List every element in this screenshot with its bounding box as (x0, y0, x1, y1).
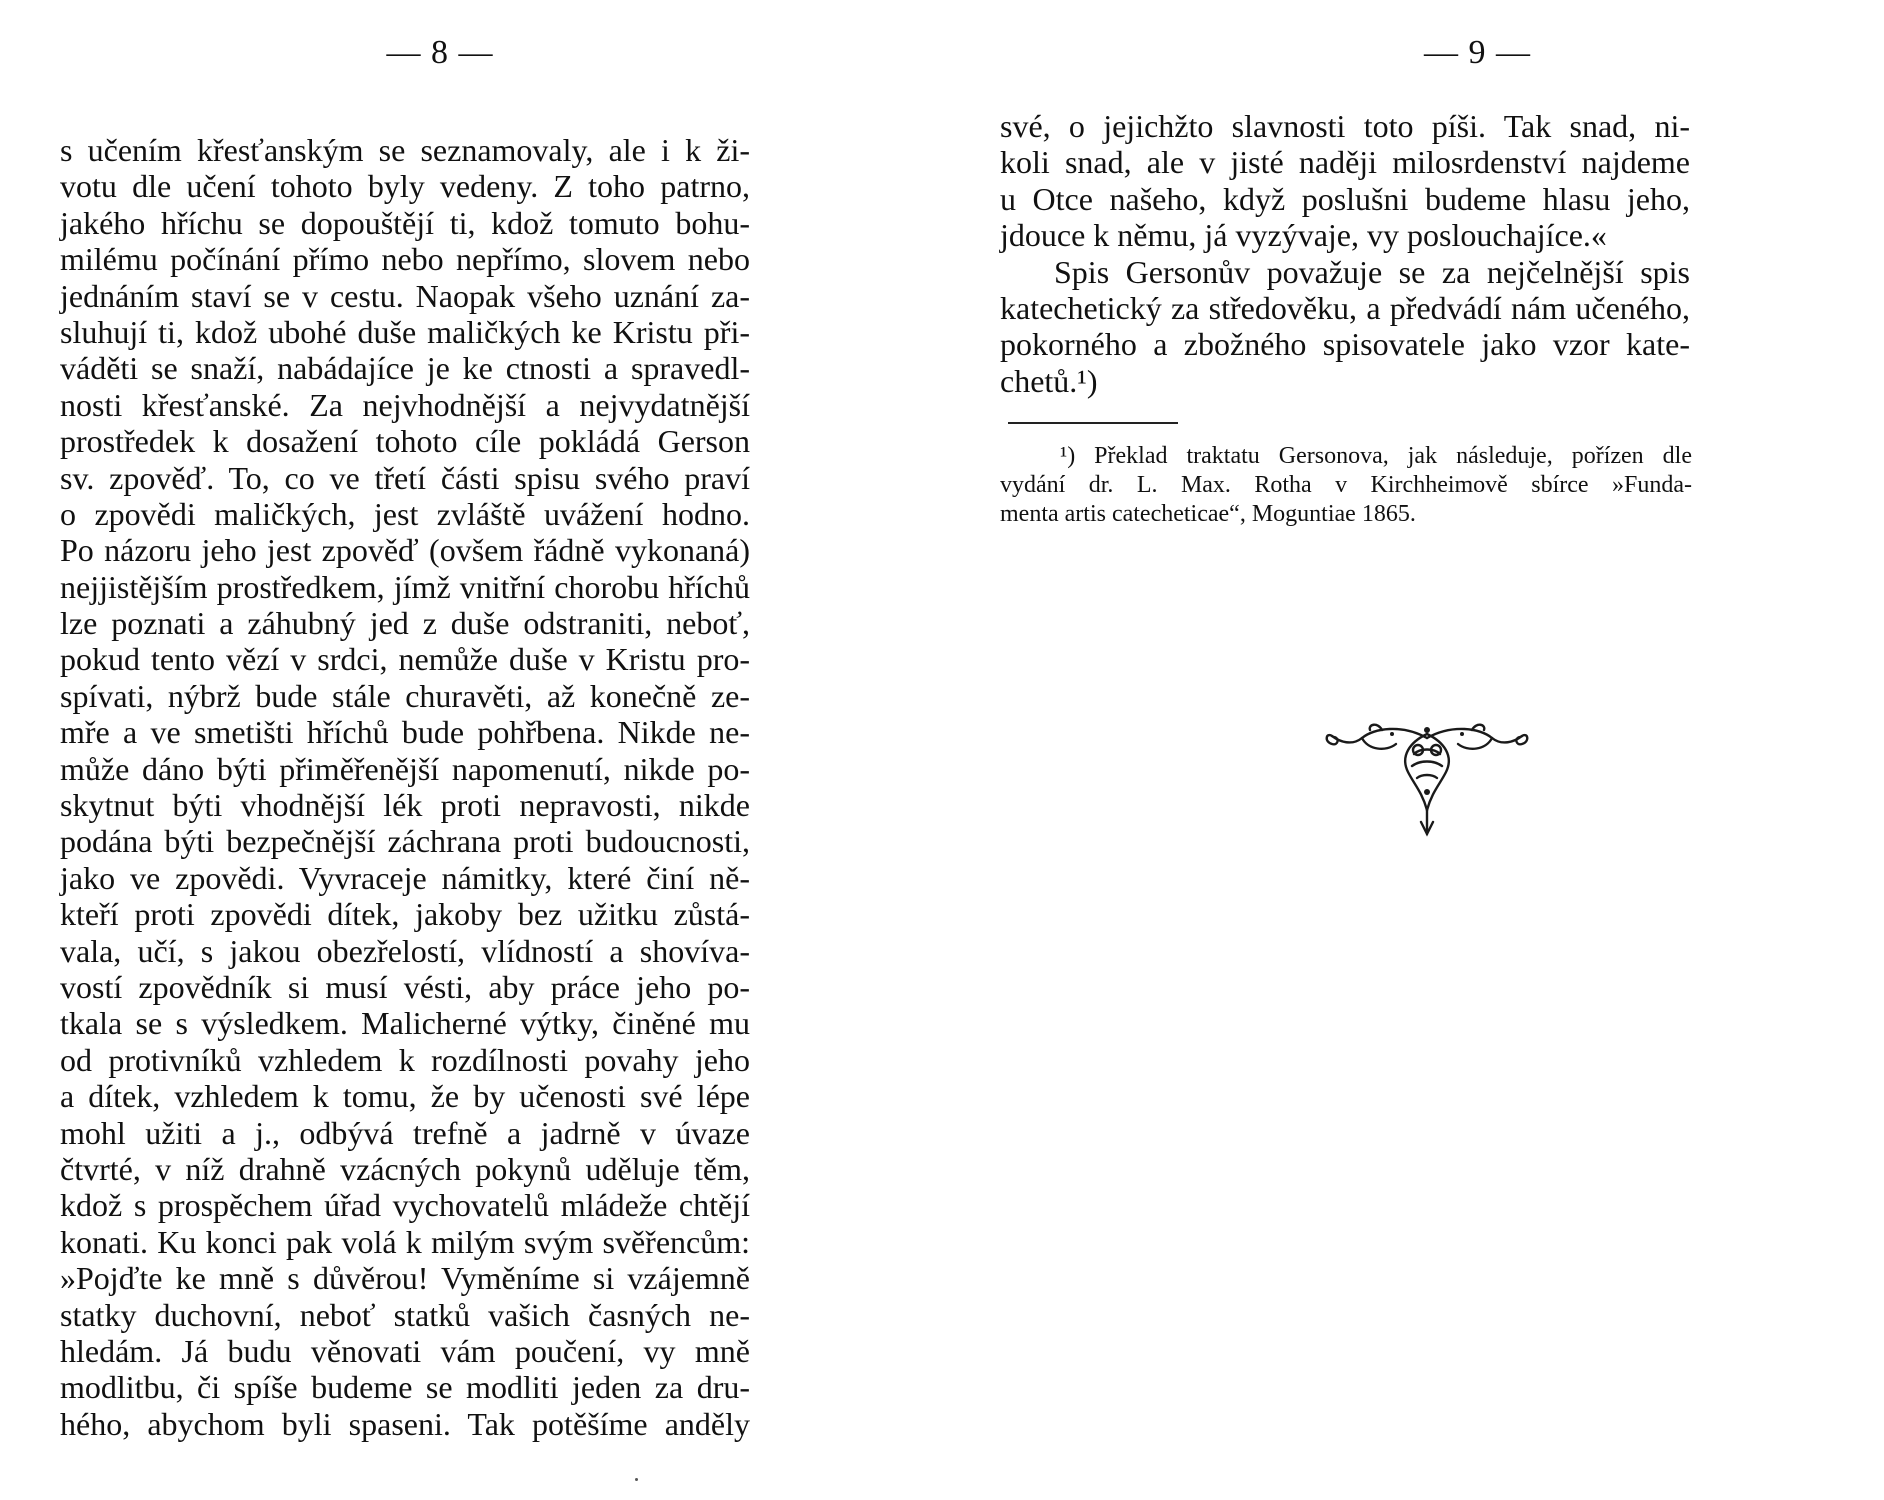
text-line: modlitbu, či spíše budeme se modliti jeden za dru- (60, 1369, 750, 1406)
text-line: může dáno býti přiměřenější napomenutí, nikde po- (60, 750, 750, 787)
text-line: Po názoru jeho jest zpověď (ovšem řádně vykonaná) (60, 532, 750, 569)
text-line: milému počínání přímo nebo nepřímo, slovem nebo (60, 241, 750, 278)
text-line: prostředek k dosažení tohoto cíle pokládá Gerson (60, 423, 750, 460)
text-line: Spis Gersonův považuje se za nejčelnější spis (1054, 253, 1690, 290)
text-line: podána býti bezpečnější záchrana proti budoucnosti, (60, 823, 750, 860)
print-speck (635, 1478, 638, 1481)
text-line: u Otce našeho, když poslušni budeme hlasu jeho, (1000, 180, 1690, 217)
text-line: statky duchovní, neboť statků vašich časných ne- (60, 1296, 750, 1333)
footnote-line: vydání dr. L. Max. Rotha v Kirchheimově sbírce »Funda- (1000, 472, 1692, 498)
text-line: čtvrté, v níž drahně vzácných pokynů uděluje těm, (60, 1150, 750, 1187)
left-page (60, 0, 920, 1500)
text-line: lze poznati a záhubný jed z duše odstraniti, neboť, (60, 605, 750, 642)
page-number-right: — 9 — (1424, 34, 1531, 71)
text-line: jakého hříchu se dopouštějí ti, kdož tomuto bohu- (60, 204, 750, 241)
left-page-body (60, 132, 750, 1442)
text-line: váděti se snaží, nabádajíce je ke ctnosti a spravedl- (60, 350, 750, 387)
text-line: kteří proti zpovědi dítek, jakoby bez užitku zůstá- (60, 896, 750, 933)
text-line: skytnut býti vhodnější lék proti nepravosti, nikde (60, 787, 750, 824)
text-line: pokud tento vězí v srdci, nemůže duše v Kristu pro- (60, 641, 750, 678)
text-line: jako ve zpovědi. Vyvraceje námitky, které činí ně- (60, 859, 750, 896)
text-line: pokorného a zbožného spisovatele jako vzor kate- (1000, 326, 1690, 363)
text-line: mře a ve smetišti hříchů bude pohřbena. Nikde ne- (60, 714, 750, 751)
text-line: chetů.¹) (1000, 362, 1098, 399)
text-line: spívati, nýbrž bude stále churavěti, až konečně ze- (60, 677, 750, 714)
text-line: koli snad, ale v jisté naději milosrdenství najdeme (1000, 144, 1690, 181)
text-line: od protivníků vzhledem k rozdílnosti povahy jeho (60, 1041, 750, 1078)
text-line: katechetický za středověku, a předvádí nám učeného, (1000, 289, 1690, 326)
footnote-line: ¹) Překlad traktatu Gersonova, jak následuje, pořízen dle (1060, 443, 1692, 469)
floral-ornament-icon (1322, 720, 1532, 840)
text-line: kdož s prospěchem úřad vychovatelů mládeže chtějí (60, 1187, 750, 1224)
text-line: vala, učí, s jakou obezřelostí, vlídností a shovíva- (60, 932, 750, 969)
text-line: nosti křesťanské. Za nejvhodnější a nejvydatnější (60, 386, 750, 423)
right-page-body (1000, 108, 1690, 399)
page-number-left: — 8 — (386, 34, 494, 71)
text-line: vostí zpovědník si musí vésti, aby práce jeho po- (60, 968, 750, 1005)
text-line: a dítek, vzhledem k tomu, že by učenosti své lépe (60, 1078, 750, 1115)
text-line: s učením křesťanským se seznamovaly, ale i k ži- (60, 132, 750, 168)
text-line: o zpovědi maličkých, jest zvláště uvážení hodno. (60, 495, 750, 532)
footnote-line: menta artis catecheticae“, Moguntiae 1865. (1000, 501, 1416, 527)
footnote (1000, 442, 1835, 529)
text-line: tkala se s výsledkem. Malicherné výtky, činěné mu (60, 1005, 750, 1042)
text-line: sluhují ti, kdož ubohé duše maličkých ke Kristu při- (60, 313, 750, 350)
footnote-rule (1008, 422, 1178, 424)
text-line: votu dle učení tohoto byly vedeny. Z toho patrno, (60, 168, 750, 205)
text-line: své, o jejichžto slavnosti toto píši. Tak snad, ni- (1000, 108, 1690, 144)
right-page (1000, 0, 1845, 1500)
text-line: konati. Ku konci pak volá k milým svým svěřencům: (60, 1223, 750, 1260)
text-line: sv. zpověď. To, co ve třetí části spisu svého praví (60, 459, 750, 496)
text-line: »Pojďte ke mně s důvěrou! Vyměníme si vzájemně (60, 1260, 750, 1297)
text-line: hledám. Já budu věnovati vám poučení, vy mně (60, 1332, 750, 1369)
text-line: mohl užiti a j., odbývá trefně a jadrně v úvaze (60, 1114, 750, 1151)
text-line: jdouce k němu, já vyzývaje, vy poslouchajíce.« (1000, 217, 1607, 254)
text-line: hého, abychom byli spaseni. Tak potěšíme anděly (60, 1405, 750, 1442)
text-line: nejjistějším prostředkem, jímž vnitřní chorobu hříchů (60, 568, 750, 605)
text-line: jednáním staví se v cestu. Naopak všeho uznání za- (60, 277, 750, 314)
